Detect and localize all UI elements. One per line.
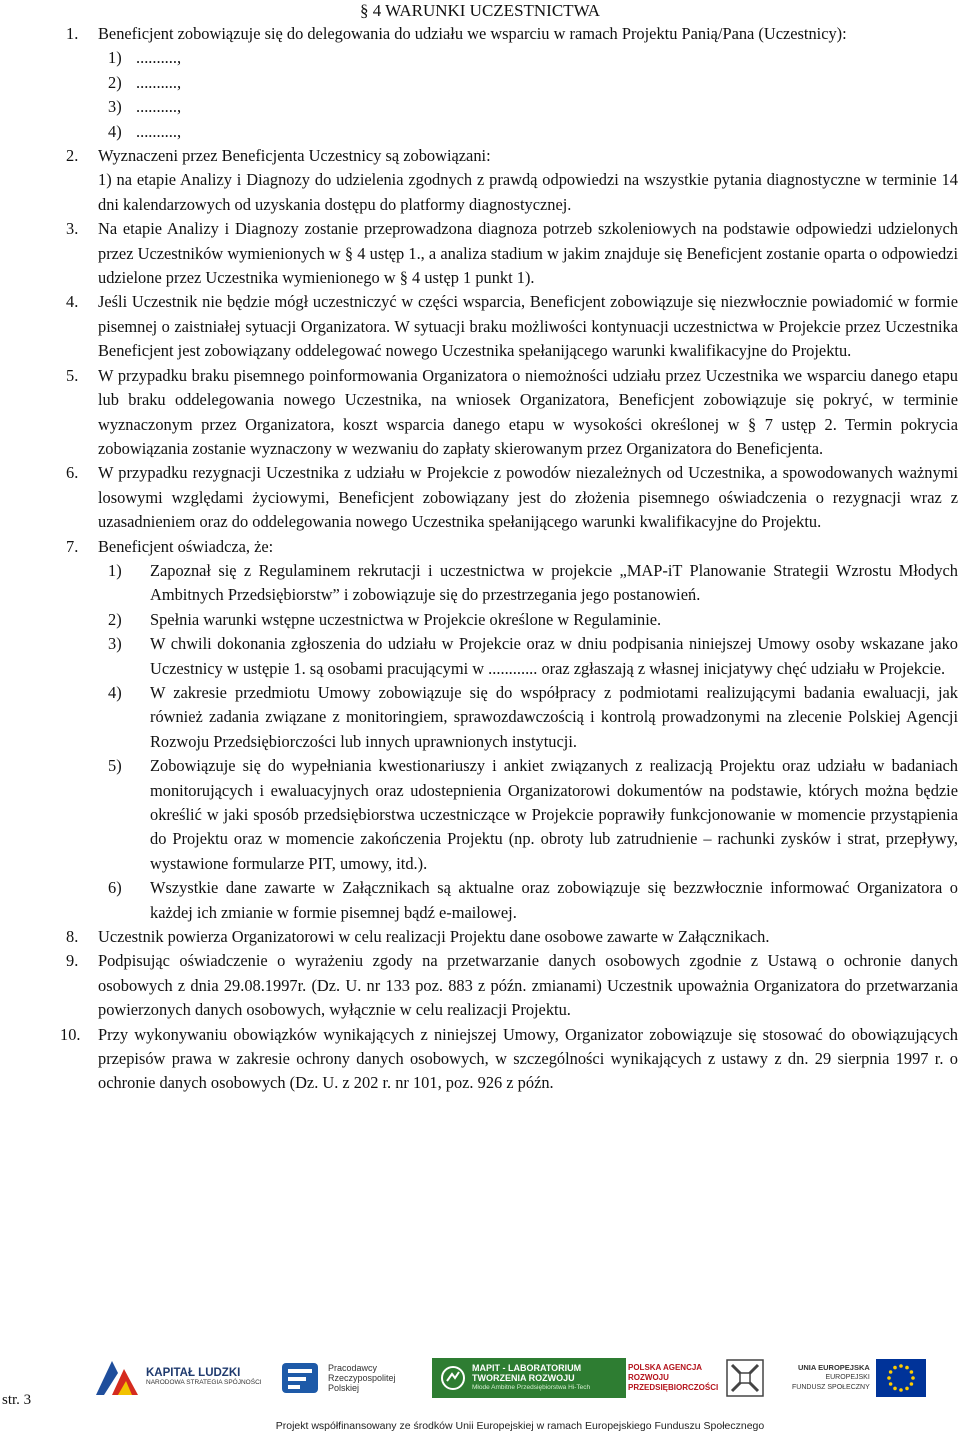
paragraph-number: 10. [60, 1024, 81, 1044]
paragraph-number: 6. [66, 463, 79, 483]
logo-text: POLSKA AGENCJA [628, 1363, 703, 1372]
declaration-text: Wszystkie dane zawarte w Załącznikach są aktualne oraz zobowiązuje się bezzwłocznie informować Organizatora o każdej ich zmianie w formie pisemnej bądź e-mailowej. [150, 878, 958, 922]
declaration-text: Zobowiązuje się do wypełniania kwestionariuszy i ankiet związanych z realizacją Projektu oraz udziału w badaniach monitorujących i ewaluacyjnych oraz udostepnienia Organizatorowi dokumentów na podstawie, których można będzie określić w jaki sposób przedsiębiorstwa uczestniczące w Projekcie poprawiły funkcjonowanie w momencie przystąpienia do Projektu oraz w momencie zakończenia Projektu (np. obroty lub zatrudnienie – rachunki zysków i strat, przepływy, wystawione formularze PIT, umowy, itd.). [150, 756, 958, 873]
declaration-6 [108, 876, 958, 925]
subitem-text: 1) na etapie Analizy i Diagnozy do udzielenia zgodnych z prawdą odpowiedzi na wszystkie pytania diagnostyczne w terminie 14 dni kalendarzowych od uzyskania dostępu do platformy diagnostycznej. [98, 170, 958, 214]
declaration-3 [108, 632, 958, 681]
paragraph-number: 7. [66, 536, 79, 556]
declaration-number: 4) [108, 682, 122, 702]
paragraph-number: 2. [66, 146, 79, 166]
mapit-logo [432, 1358, 626, 1398]
paragraph-text: Beneficjent zobowiązuje się do delegowania do udziału we wsparciu w ramach Projektu Panią/Pana (Uczestnicy): [98, 24, 847, 43]
logo-text: MAPIT - LABORATORIUM [472, 1363, 582, 1373]
parp-logo [628, 1355, 764, 1401]
logo-text: FUNDUSZ SPOŁECZNY [792, 1384, 870, 1391]
declaration-text: W chwili dokonania zgłoszenia do udziału w Projekcie oraz w dniu podpisania niniejszej Umowy osoby wskazane jako Uczestnicy w ustępie 1. są osobami pracującymi w ............ oraz zgłaszają z własnej inicjatywy chęć udziału w Projekcie. [150, 634, 958, 678]
declaration-2 [108, 608, 958, 632]
participant-slot-1 [108, 46, 958, 70]
paragraph-2 [66, 144, 958, 168]
pracodawcy-emblem-icon [278, 1357, 322, 1399]
declaration-5 [108, 754, 958, 876]
paragraph-9 [66, 949, 958, 1022]
eu-logo [792, 1355, 926, 1401]
logo-text: Rzeczypospolitej [328, 1373, 396, 1383]
declaration-number: 6) [108, 878, 122, 898]
paragraph-number: 9. [66, 951, 79, 971]
declaration-number: 5) [108, 756, 122, 776]
slot-number: 4) [108, 121, 122, 141]
slot-placeholder: .........., [136, 121, 182, 141]
paragraph-number: 5. [66, 365, 79, 385]
paragraph-5 [66, 364, 958, 462]
paragraph-text: Wyznaczeni przez Beneficjenta Uczestnicy są zobowiązani: [98, 146, 491, 166]
paragraph-text: Uczestnik powierza Organizatorowi w celu realizacji Projektu dane osobowe zawarte w Załącznikach. [98, 927, 770, 947]
paragraph-text: Jeśli Uczestnik nie będzie mógł uczestniczyć w części wsparcia, Beneficjent zobowiązuje się niezwłocznie powiadomić w formie pisemnej o zaistniałej sytuacji Organizatora. W sytuacji braku możliwości kontynuacji uczestnictwa w Projekcie przez Uczestnika Beneficjent jest zobowiązany oddelegować nowego Uczestnika spełanijącego warunki kwalifikacyjne do Projektu. [98, 292, 958, 361]
eu-flag-icon [876, 1359, 926, 1397]
declaration-text: Spełnia warunki wstępne uczestnictwa w Projekcie określone w Regulaminie. [150, 609, 662, 629]
logo-text: PRZEDSIĘBIORCZOŚCI [628, 1383, 719, 1392]
logo-text: Młode Ambitne Przedsiębiorstwa Hi-Tech [472, 1384, 591, 1391]
slot-number: 1) [108, 48, 122, 68]
logo-text: KAPITAŁ LUDZKI [146, 1367, 241, 1379]
paragraph-number: 8. [66, 927, 79, 947]
paragraph-text: Na etapie Analizy i Diagnozy zostanie przeprowadzona diagnoza potrzeb szkoleniowych na podstawie odpowiedzi udzielonych przez Uczestników wymienionych w § 4 ustęp 1., a analiza stadium w jakim znajduje się Beneficjent zostanie oparta o odpowiedzi udzielone przez Uczestnika wymienionego w § 4 ustęp 1 punkt 1). [98, 219, 958, 288]
declaration-text: W zakresie przedmiotu Umowy zobowiązuje się do współpracy z podmiotami realizującymi badania ewaluacji, jak również zadania związane z monitoringiem, sprawozdawczością i kontrolą prowadzonymi na zlecenie Polskiej Agencji Rozwoju Przedsiębiorczości lub innych uprawnionych instytucji. [150, 682, 958, 751]
paragraph-1 [66, 22, 958, 46]
parp-emblem-icon [726, 1359, 764, 1397]
declaration-1 [108, 559, 958, 608]
declaration-number: 1) [108, 560, 122, 580]
paragraph-6 [66, 461, 958, 534]
pracodawcy-rp-logo [278, 1355, 396, 1401]
participant-slot-3 [108, 95, 958, 119]
paragraph-8 [66, 925, 958, 949]
logo-text: Pracodawcy [328, 1363, 378, 1373]
paragraph-7 [66, 535, 958, 559]
slot-placeholder: .........., [136, 97, 182, 117]
paragraph-text: Przy wykonywaniu obowiązków wynikających z niniejszej Umowy, Organizator zobowiązuje się stosować do obowiązujących przepisów prawa w zakresie ochrony danych osobowych, w szczególności wynikających z ustawy z dn. 29 sierpnia 1997 r. o ochronie danych osobowych (Dz. U. z 202 r. nr 101, poz. 926 z późn. [98, 1024, 958, 1093]
slot-placeholder: .........., [136, 48, 182, 68]
paragraph-text: W przypadku rezygnacji Uczestnika z udziału w Projekcie z powodów niezależnych od Uczestnika, a spowodowanych ważnymi losowymi względami życiowymi, Beneficjent zobowiązany jest do złożenia pisemnego oświadczenia o rezygnacji wraz z uzasadnieniem oraz do oddelegowania nowego Uczestnika spełanijącego warunki kwalifikacyjne do Projektu. [98, 463, 958, 532]
slot-number: 3) [108, 97, 122, 117]
declaration-number: 2) [108, 609, 122, 629]
funding-caption: Projekt współfinansowany ze środków Unii Europejskiej w ramach Europejskiego Funduszu Społecznego [275, 1420, 765, 1432]
paragraph-number: 1. [66, 24, 79, 43]
document-body [60, 22, 958, 1096]
section-title: § 4 WARUNKI UCZESTNICTWA [359, 1, 601, 20]
logo-text: Polskiej [328, 1383, 360, 1393]
declaration-text: Zapoznał się z Regulaminem rekrutacji i uczestnictwa w projekcie „MAP-iT Planowanie Strategii Wzrostu Młodych Ambitnych Przedsiębiorstw” i zobowiązuje się do przestrzegania jego postanowień. [150, 560, 958, 605]
paragraph-4 [66, 290, 958, 363]
paragraph-number: 3. [66, 219, 79, 239]
logo-text: ROZWOJU [628, 1373, 669, 1382]
paragraph-number: 4. [66, 292, 79, 312]
logo-subtext: NARODOWA STRATEGIA SPÓJNOŚCI [146, 1379, 262, 1386]
participant-slot-4 [108, 120, 958, 144]
mapit-emblem-icon [440, 1365, 466, 1391]
kapital-ludzki-logo [92, 1355, 262, 1401]
logo-text: EUROPEJSKI [825, 1374, 870, 1381]
kapital-ludzki-emblem-icon [92, 1355, 142, 1401]
paragraph-3 [66, 217, 958, 290]
logo-text: TWORZENIA ROZWOJU [472, 1373, 575, 1383]
paragraph-2-subitem [66, 168, 958, 217]
slot-number: 2) [108, 72, 122, 92]
declaration-4 [108, 681, 958, 754]
participant-slot-2 [108, 71, 958, 95]
paragraph-10 [60, 1023, 958, 1096]
paragraph-text: W przypadku braku pisemnego poinformowania Organizatora o niemożności udziału przez Uczestnika we wsparciu danego etapu lub braku oddelegowania nowego Uczestnika, na wniosek Organizatora, Beneficjent zobowiązuje się pokryć, w terminie wyznaczonym przez Organizatora, koszt wsparcia danego etapu w wysokości określonej w § 7 ustęp 2. Termin pokrycia zobowiązania zostanie wyznaczony w wezwaniu do zapłaty skierowanym przez Organizatora do Beneficjenta. [98, 365, 958, 458]
page-number: str. 3 [2, 1392, 32, 1408]
slot-placeholder: .........., [136, 72, 182, 92]
paragraph-text: Beneficjent oświadcza, że: [98, 536, 274, 556]
logo-text: UNIA EUROPEJSKA [797, 1363, 870, 1372]
declaration-number: 3) [108, 634, 122, 654]
paragraph-text: Podpisując oświadczenie o wyrażeniu zgody na przetwarzanie danych osobowych zgodnie z Ustawą o ochronie danych osobowych z dnia 29.08.1997r. (Dz. U. nr 133 poz. 883 z późn. zmianami) Uczestnik upoważnia Organizatora do przetwarzania powierzonych danych osobowych, wyłącznie w celu realizacji Projektu. [98, 951, 958, 1020]
